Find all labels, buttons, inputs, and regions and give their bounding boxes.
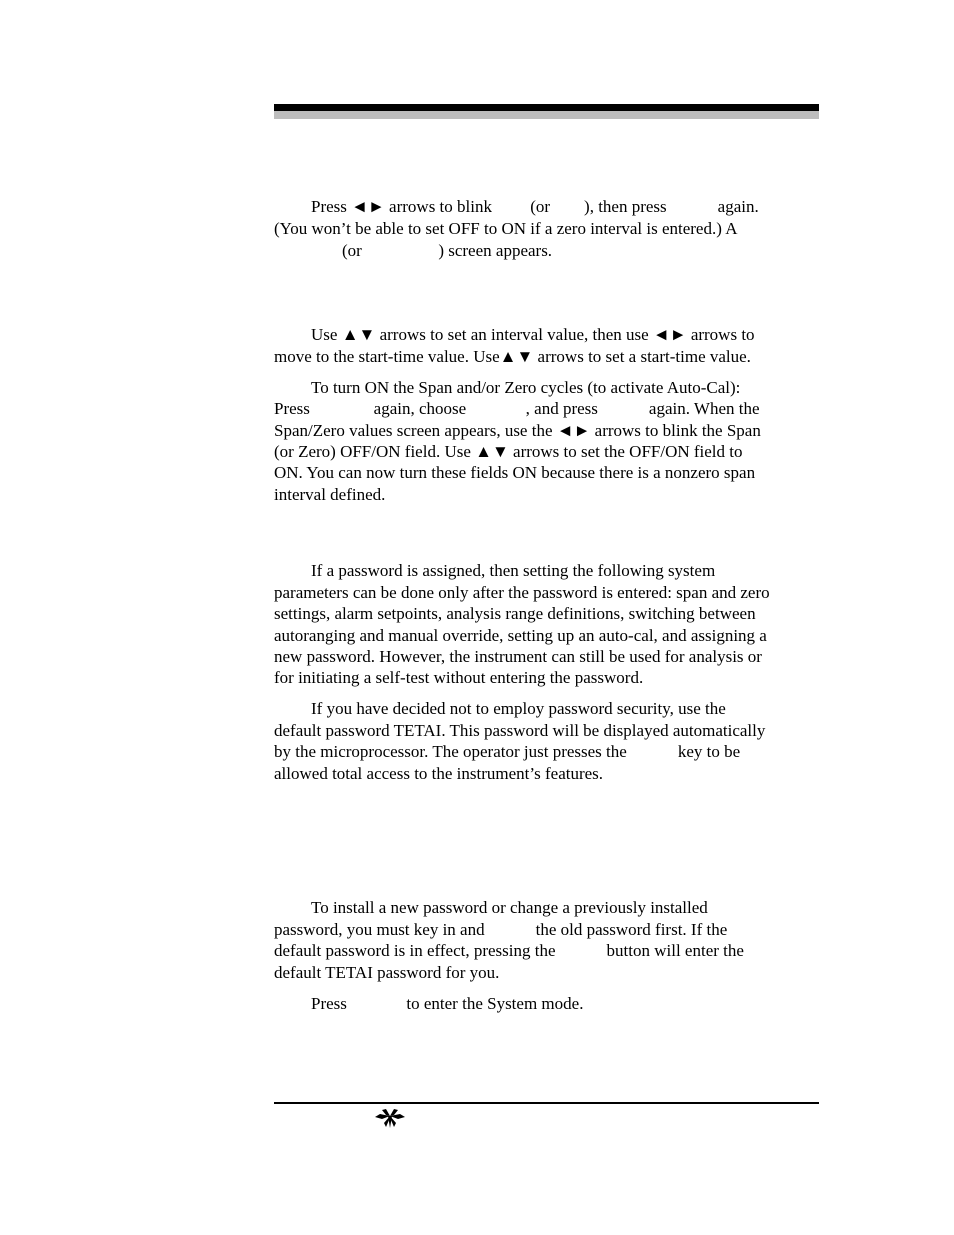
paragraph-line: To install a new password or change a previously installed: [311, 898, 708, 917]
paragraph-line: If you have decided not to employ password security, use the: [311, 699, 726, 718]
paragraph-line: Press ◄► arrows to blink (or ), then press again.: [311, 197, 759, 216]
paragraph-line: Span/Zero values screen appears, use the ◄► arrows to blink the Span: [274, 421, 761, 440]
paragraph-line: move to the start-time value. Use▲▼ arrows to set a start-time value.: [274, 347, 751, 366]
paragraph-line: allowed total access to the instrument’s features.: [274, 764, 604, 783]
footer-rule: [274, 1102, 819, 1104]
paragraph-line: (or ) screen appears.: [274, 241, 553, 260]
paragraph-line: for initiating a self-test without entering the password.: [274, 668, 644, 687]
paragraph-line: (or Zero) OFF/ON field. Use ▲▼ arrows to set the OFF/ON field to: [274, 442, 743, 461]
paragraph-line: Use ▲▼ arrows to set an interval value, then use ◄► arrows to: [311, 325, 755, 344]
paragraph-line: default password TETAI. This password will be displayed automatically: [274, 721, 766, 740]
teledyne-logo-icon: [372, 1107, 408, 1129]
paragraph-line: ON. You can now turn these fields ON because there is a nonzero span: [274, 463, 756, 482]
header-rule: [274, 104, 819, 111]
paragraph-line: If a password is assigned, then setting the following system: [311, 561, 716, 580]
paragraph-line: To turn ON the Span and/or Zero cycles (to activate Auto-Cal):: [311, 378, 741, 397]
paragraph-line: (You won’t be able to set OFF to ON if a zero interval is entered.) A: [274, 219, 738, 238]
paragraph-line: default password is in effect, pressing the button will enter the: [274, 941, 744, 960]
paragraph-line: Press again, choose , and press again. When the: [274, 399, 760, 418]
paragraph-line: default TETAI password for you.: [274, 963, 500, 982]
paragraph-line: password, you must key in and the old password first. If the: [274, 920, 728, 939]
paragraph-line: parameters can be done only after the password is entered: span and zero: [274, 583, 770, 602]
paragraph-line: settings, alarm setpoints, analysis range definitions, switching between: [274, 604, 756, 623]
paragraph-line: autoranging and manual override, setting up an auto-cal, and assigning a: [274, 626, 767, 645]
paragraph-line: interval defined.: [274, 485, 386, 504]
paragraph-line: new password. However, the instrument can still be used for analysis or: [274, 647, 762, 666]
paragraph-line: by the microprocessor. The operator just presses the key to be: [274, 742, 741, 761]
paragraph-line: Press to enter the System mode.: [311, 994, 584, 1013]
header-rule-shadow: [274, 111, 819, 119]
